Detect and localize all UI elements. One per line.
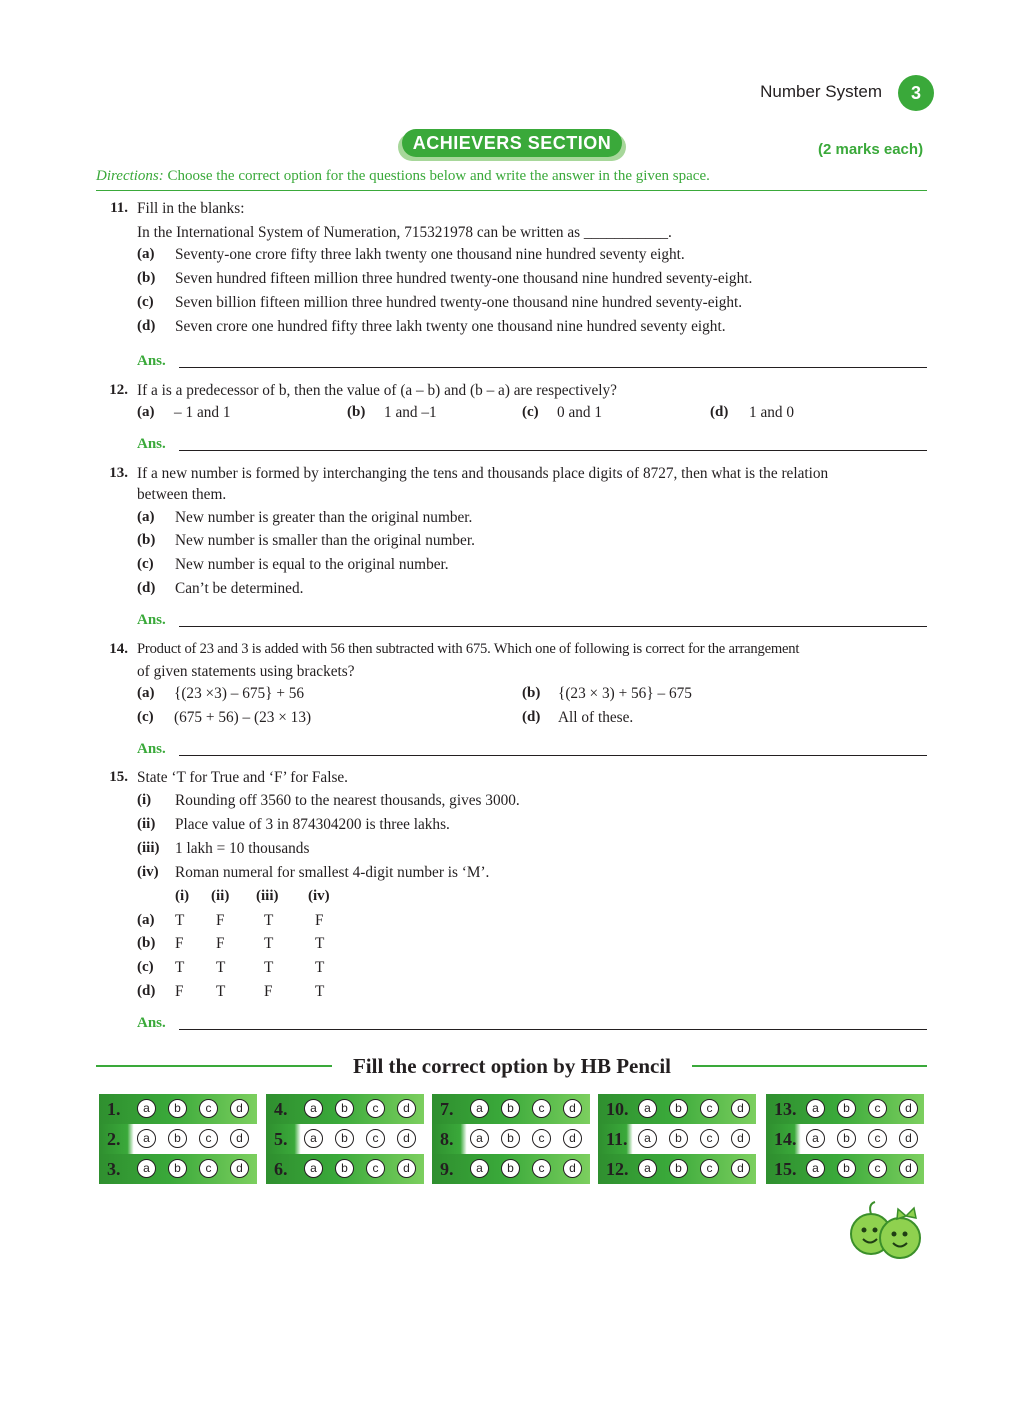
option-text: New number is equal to the original number. [175,556,449,573]
option-label: (d) [137,580,156,596]
omr-question-number: 14. [774,1129,797,1149]
omr-bubble-b[interactable]: b [168,1129,187,1148]
omr-bubble-b[interactable]: b [837,1129,856,1148]
answer-label: Ans. [137,741,166,757]
omr-bubble-d[interactable]: d [563,1159,582,1178]
marks-note: (2 marks each) [818,141,924,158]
table-cell: T [264,935,274,952]
answer-label: Ans. [137,353,166,369]
omr-bubble-b[interactable]: b [501,1129,520,1148]
option-label: (d) [137,318,156,334]
option-label: (c) [137,709,154,725]
omr-bubble-b[interactable]: b [335,1159,354,1178]
directions-label: Directions: [96,168,164,184]
option-label: (b) [137,532,156,548]
omr-bubble-a[interactable]: a [137,1159,156,1178]
omr-bubble-d[interactable]: d [230,1159,249,1178]
omr-bubble-b[interactable]: b [335,1129,354,1148]
table-column-header: (ii) [211,888,230,904]
omr-bubble-c[interactable]: c [366,1159,385,1178]
omr-question-number: 12. [606,1159,629,1179]
option-label: (b) [137,270,156,286]
omr-title: Fill the correct option by HB Pencil [352,1054,672,1078]
option-text: – 1 and 1 [174,404,231,421]
omr-bubble-d[interactable]: d [731,1099,750,1118]
omr-bubble-c[interactable]: c [532,1129,551,1148]
answer-line[interactable] [179,1029,927,1030]
option-text: {(23 × 3) + 56} – 675 [558,685,692,702]
omr-question-number: 8. [440,1129,454,1149]
statement-label: (i) [137,792,152,808]
omr-question-cell [598,1124,756,1154]
question-number: 14. [109,641,128,657]
omr-bubble-d[interactable]: d [563,1099,582,1118]
omr-bubble-c[interactable]: c [366,1129,385,1148]
table-cell: F [315,912,324,929]
table-row-label: (a) [137,912,155,928]
omr-bubble-c[interactable]: c [868,1129,887,1148]
omr-bubble-a[interactable]: a [304,1099,323,1118]
omr-bubble-d[interactable]: d [230,1099,249,1118]
omr-bubble-a[interactable]: a [470,1129,489,1148]
omr-bubble-a[interactable]: a [806,1099,825,1118]
omr-question-number: 3. [107,1159,121,1179]
omr-question-cell [266,1154,424,1184]
omr-bubble-b[interactable]: b [168,1099,187,1118]
omr-bubble-d[interactable]: d [731,1159,750,1178]
omr-bubble-a[interactable]: a [304,1129,323,1148]
answer-label: Ans. [137,436,166,452]
table-cell: F [175,935,184,952]
table-cell: T [175,959,185,976]
option-text: {(23 ×3) – 675} + 56 [174,685,305,702]
option-label: (a) [137,509,155,525]
option-text: 1 and –1 [384,404,437,421]
answer-line[interactable] [179,450,927,451]
omr-bubble-d[interactable]: d [899,1129,918,1148]
directions-rule [96,190,927,191]
omr-bubble-c[interactable]: c [366,1099,385,1118]
omr-question-cell [266,1094,424,1124]
omr-question-number: 9. [440,1159,454,1179]
option-text: Seven hundred fifteen million three hundred twenty-one thousand nine hundred seventy-eight. [175,270,753,287]
statement-label: (iii) [137,840,160,856]
directions-text: Choose the correct option for the questions below and write the answer in the given space. [163,168,710,184]
omr-question-cell [266,1124,424,1154]
question-text: of given statements using brackets? [137,663,355,680]
table-cell: F [175,983,184,1000]
table-column-header: (iv) [308,888,330,904]
page-number-badge: 3 [898,75,934,111]
omr-bubble-b[interactable]: b [501,1159,520,1178]
omr-bubble-a[interactable]: a [638,1129,657,1148]
option-text: All of these. [558,709,634,726]
question-text: Fill in the blanks: [137,200,245,217]
omr-bubble-d[interactable]: d [397,1129,416,1148]
omr-question-number: 4. [274,1099,288,1119]
omr-bubble-c[interactable]: c [868,1099,887,1118]
omr-question-number: 6. [274,1159,288,1179]
answer-label: Ans. [137,1015,166,1031]
option-text: (675 + 56) – (23 × 13) [174,709,312,726]
omr-bubble-c[interactable]: c [199,1099,218,1118]
option-label: (c) [137,556,154,572]
section-title: ACHIEVERS SECTION [402,129,622,157]
twin-mascot-icon [842,1196,928,1262]
omr-bubble-c[interactable]: c [700,1099,719,1118]
question-text: If a new number is formed by interchanging the tens and thousands place digits of 8727, then what is the relation [137,465,829,482]
statement-label: (ii) [137,816,156,832]
table-cell: T [264,959,274,976]
option-label: (b) [522,685,541,701]
table-column-header: (i) [175,888,190,904]
option-label: (a) [137,246,155,262]
omr-bubble-c[interactable]: c [532,1159,551,1178]
omr-bubble-d[interactable]: d [397,1159,416,1178]
omr-question-number: 2. [107,1129,121,1149]
omr-bubble-d[interactable]: d [397,1099,416,1118]
table-cell: F [264,983,273,1000]
table-cell: F [216,912,225,929]
option-label: (c) [522,404,539,420]
answer-label: Ans. [137,612,166,628]
option-text: 0 and 1 [557,404,603,421]
omr-bubble-a[interactable]: a [137,1099,156,1118]
omr-question-cell [766,1124,924,1154]
omr-bubble-d[interactable]: d [731,1129,750,1148]
table-cell: T [315,983,325,1000]
omr-bubble-a[interactable]: a [638,1159,657,1178]
table-cell: T [216,959,226,976]
question-number: 11. [110,200,128,216]
answer-line[interactable] [179,626,927,627]
omr-bubble-d[interactable]: d [230,1129,249,1148]
chapter-title: Number System [760,82,882,101]
table-row-label: (b) [137,935,156,951]
option-label: (a) [137,685,155,701]
omr-question-cell [432,1094,590,1124]
omr-bubble-a[interactable]: a [470,1159,489,1178]
table-cell: T [175,912,185,929]
question-text: Product of 23 and 3 is added with 56 then subtracted with 675. Which one of following is correct for the arrangement [137,641,800,657]
answer-line[interactable] [179,755,927,756]
question-text: State ‘T for True and ‘F’ for False. [137,769,349,786]
directions [96,168,926,185]
option-text: New number is smaller than the original number. [175,532,475,549]
option-label: (d) [522,709,541,725]
answer-line[interactable] [179,367,927,368]
table-row-label: (c) [137,959,154,975]
omr-question-cell [766,1094,924,1124]
omr-bubble-b[interactable]: b [669,1099,688,1118]
omr-bubble-a[interactable]: a [638,1099,657,1118]
option-text: Seventy-one crore fifty three lakh twenty one thousand nine hundred seventy eight. [175,246,685,263]
table-row-label: (d) [137,983,156,999]
omr-question-cell [766,1154,924,1184]
omr-question-cell [99,1094,257,1124]
omr-bubble-c[interactable]: c [700,1159,719,1178]
omr-question-cell [432,1124,590,1154]
omr-question-number: 10. [606,1099,629,1119]
omr-bubble-c[interactable]: c [868,1159,887,1178]
table-cell: T [216,983,226,1000]
statement-label: (iv) [137,864,159,880]
omr-bubble-c[interactable]: c [199,1159,218,1178]
omr-bubble-a[interactable]: a [304,1159,323,1178]
omr-bubble-b[interactable]: b [837,1159,856,1178]
omr-question-cell [432,1154,590,1184]
omr-question-number: 7. [440,1099,454,1119]
option-label: (d) [710,404,729,420]
option-text: New number is greater than the original number. [175,509,473,526]
omr-bubble-a[interactable]: a [470,1099,489,1118]
omr-bubble-a[interactable]: a [137,1129,156,1148]
omr-question-cell [598,1154,756,1184]
question-text: If a is a predecessor of b, then the value of (a – b) and (b – a) are respectively? [137,382,617,399]
option-text: 1 and 0 [749,404,795,421]
omr-bubble-b[interactable]: b [669,1159,688,1178]
question-number: 12. [109,382,128,398]
statement-text: Roman numeral for smallest 4-digit number is ‘M’. [175,864,490,881]
omr-bubble-b[interactable]: b [501,1099,520,1118]
table-cell: T [264,912,274,929]
omr-question-number: 13. [774,1099,797,1119]
omr-bubble-d[interactable]: d [899,1159,918,1178]
option-text: Seven crore one hundred fifty three lakh twenty one thousand nine hundred seventy eight. [175,318,726,335]
omr-bubble-a[interactable]: a [806,1129,825,1148]
omr-bubble-b[interactable]: b [837,1099,856,1118]
omr-bubble-d[interactable]: d [899,1099,918,1118]
table-cell: F [216,935,225,952]
omr-bubble-b[interactable]: b [669,1129,688,1148]
omr-question-number: 5. [274,1129,288,1149]
table-column-header: (iii) [256,888,279,904]
statement-text: 1 lakh = 10 thousands [175,840,310,857]
omr-question-cell [99,1154,257,1184]
table-cell: T [315,935,325,952]
omr-question-number: 15. [774,1159,797,1179]
omr-question-number: 11. [606,1129,628,1149]
omr-bubble-b[interactable]: b [335,1099,354,1118]
omr-bubble-c[interactable]: c [199,1129,218,1148]
question-text: In the International System of Numeration, 715321978 can be written as ___________. [137,224,672,241]
omr-question-cell [99,1124,257,1154]
table-cell: T [315,959,325,976]
omr-bubble-b[interactable]: b [168,1159,187,1178]
question-number: 13. [109,465,128,481]
option-label: (c) [137,294,154,310]
option-text: Seven billion fifteen million three hundred twenty-one thousand nine hundred seventy-eight. [175,294,743,311]
question-number: 15. [109,769,128,785]
option-text: Can’t be determined. [175,580,304,597]
omr-question-cell [598,1094,756,1124]
question-text: between them. [137,486,227,503]
omr-bubble-a[interactable]: a [806,1159,825,1178]
omr-bubble-d[interactable]: d [563,1129,582,1148]
option-label: (a) [137,404,155,420]
option-label: (b) [347,404,366,420]
omr-title-rule-right [692,1065,927,1067]
omr-question-number: 1. [107,1099,121,1119]
omr-bubble-c[interactable]: c [532,1099,551,1118]
statement-text: Place value of 3 in 874304200 is three lakhs. [175,816,450,833]
omr-bubble-c[interactable]: c [700,1129,719,1148]
statement-text: Rounding off 3560 to the nearest thousands, gives 3000. [175,792,520,809]
